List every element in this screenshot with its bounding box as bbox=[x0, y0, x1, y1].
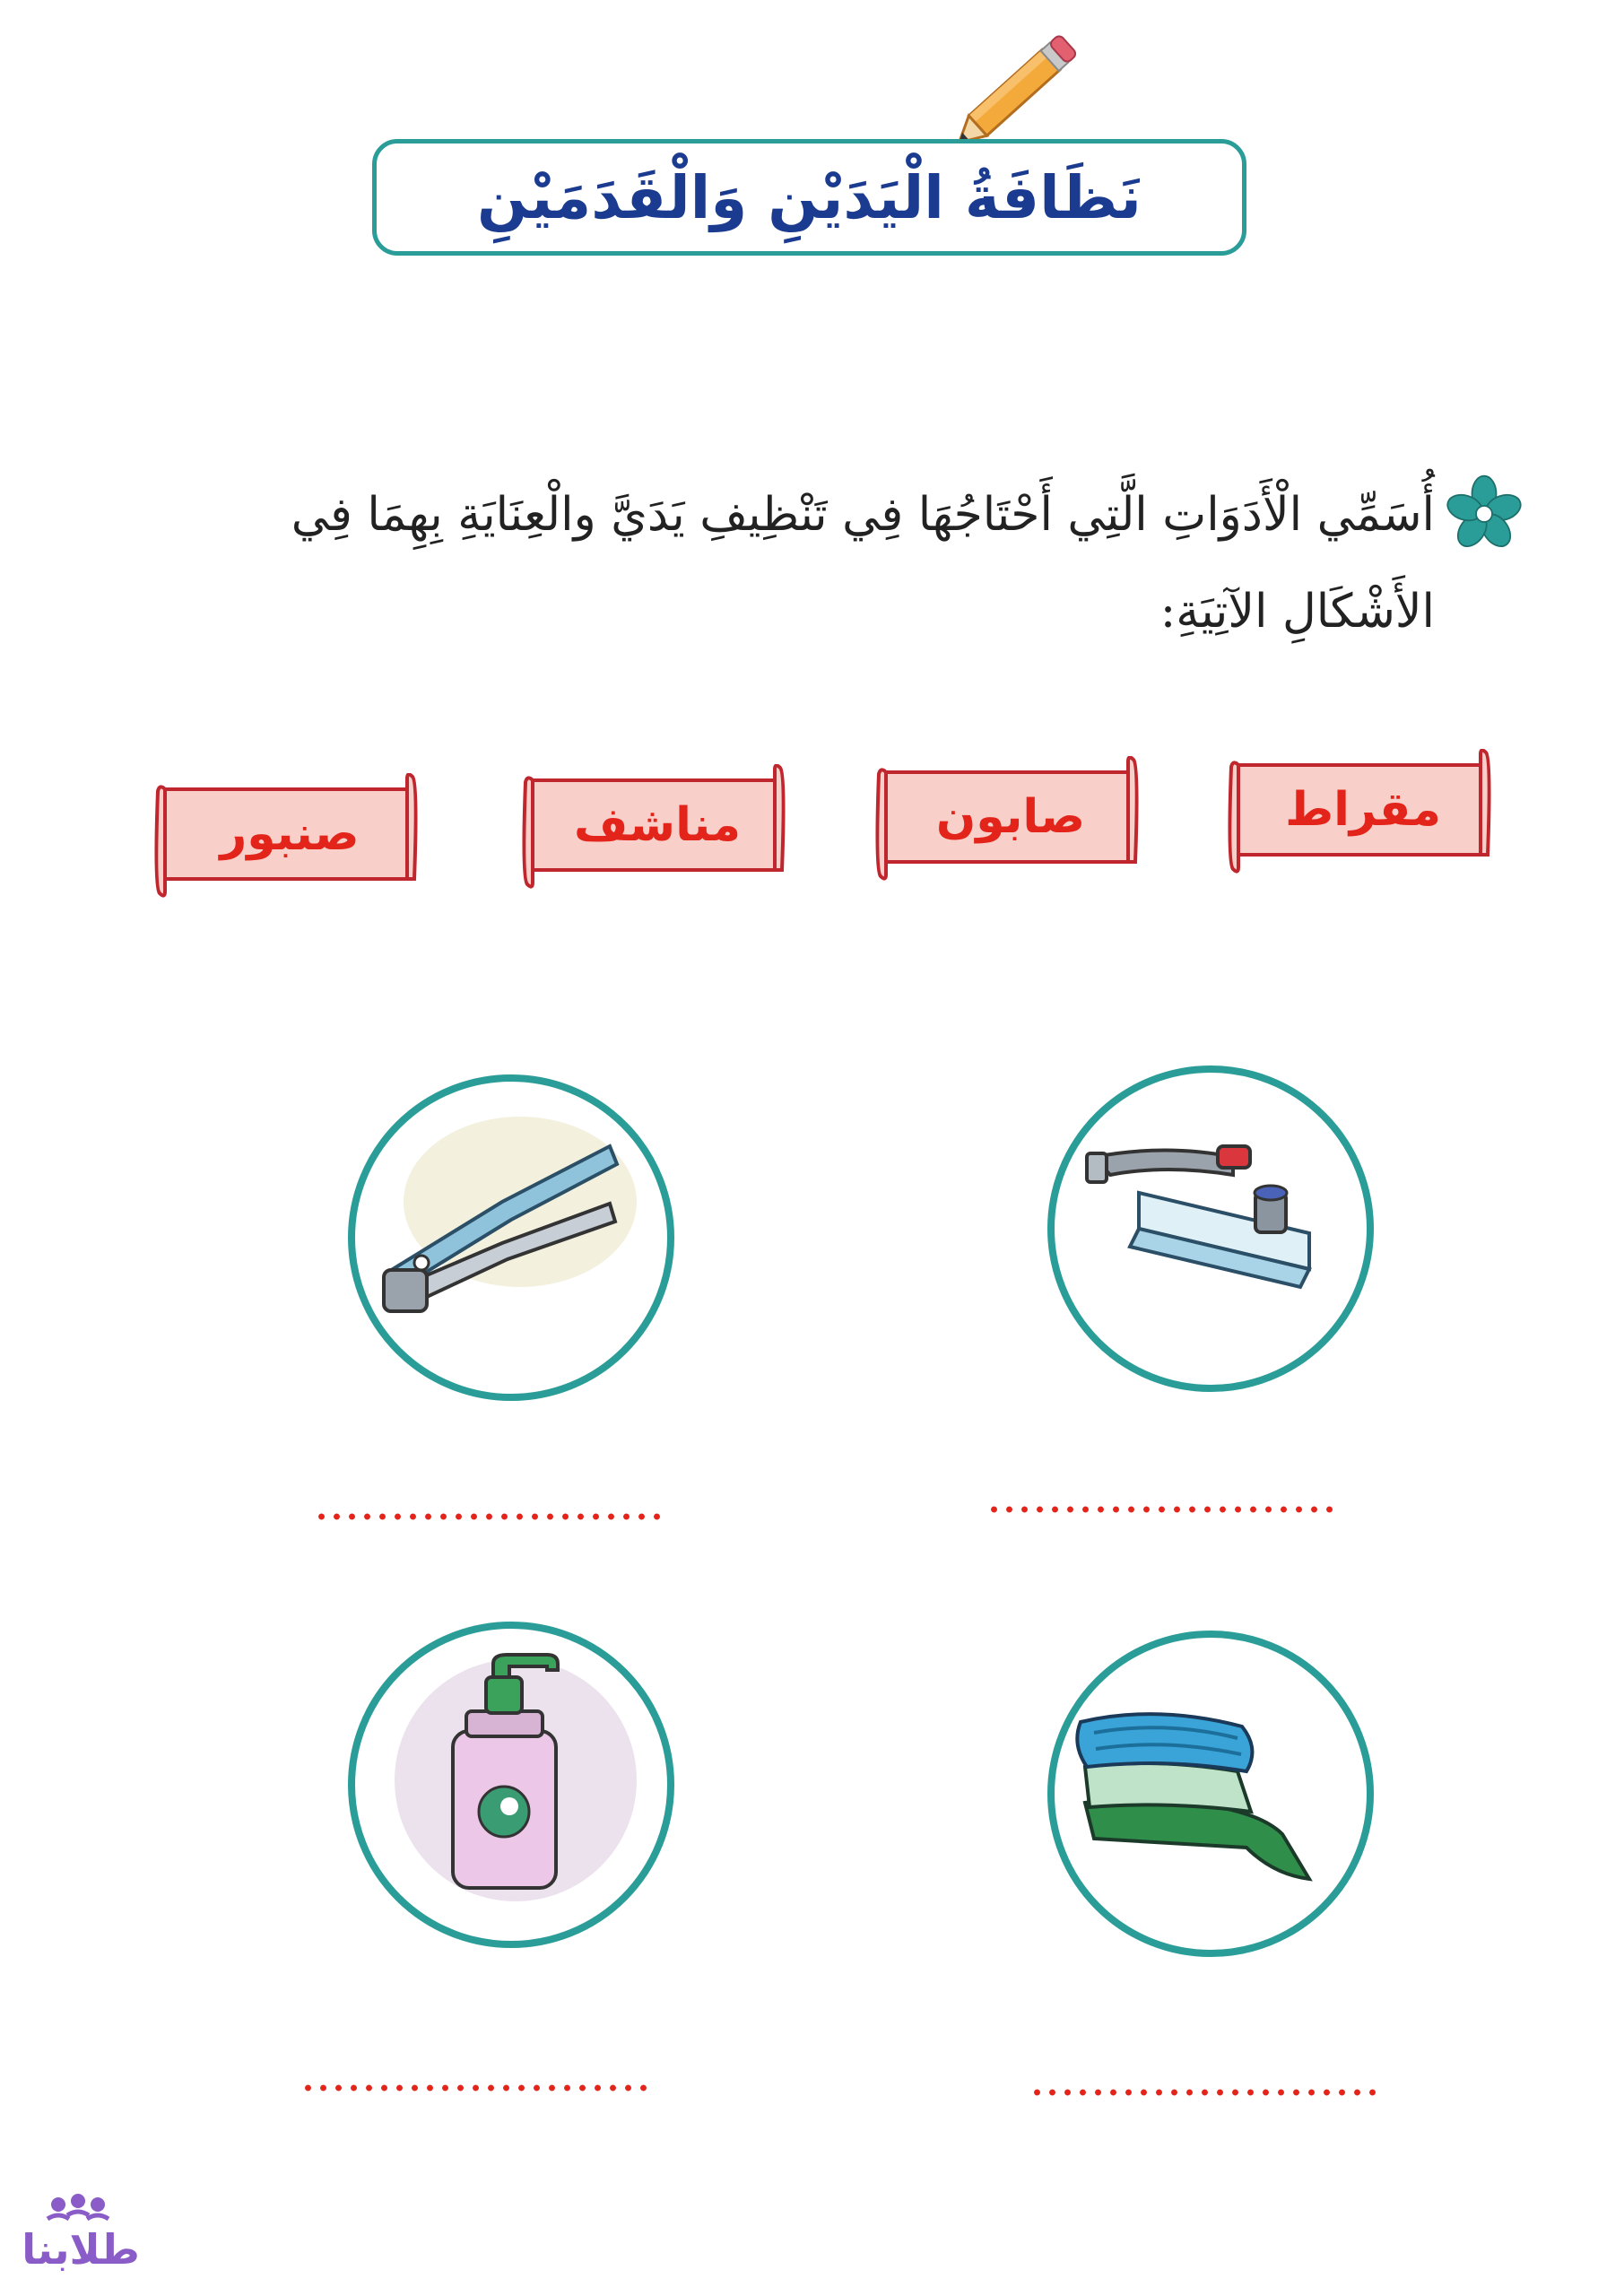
answer-line-towels[interactable] bbox=[1029, 2081, 1379, 2104]
title-box bbox=[372, 139, 1246, 256]
soap-bottle-picture bbox=[341, 1614, 682, 1955]
word-card-saboun[interactable] bbox=[872, 756, 1141, 882]
logo-text: طلابنا bbox=[22, 2225, 140, 2274]
word-label: صابون bbox=[935, 790, 1086, 844]
faucet-picture bbox=[1040, 1058, 1381, 1399]
word-label: مناشف bbox=[574, 798, 742, 852]
answer-line-soap-bottle[interactable] bbox=[300, 2076, 650, 2100]
nail-clipper-picture bbox=[341, 1067, 682, 1408]
word-label: صنبور bbox=[220, 807, 360, 861]
instruction-text: أُسَمِّي الْأَدَوَاتِ الَّتِي أَحْتَاجُهَا فِي تَنْظِيفِ يَدَيَّ والْعِنَايَةِ بِهِمَا فِي الأَشْكَالِ الآتِيَةِ: bbox=[291, 488, 1435, 639]
page-title: نَظَافَةُ الْيَدَيْنِ وَالْقَدَمَيْنِ bbox=[477, 162, 1142, 232]
answer-line-faucet[interactable] bbox=[986, 1498, 1336, 1521]
word-card-sanbour[interactable] bbox=[151, 773, 420, 899]
flower-icon bbox=[1444, 474, 1524, 554]
towels-picture bbox=[1040, 1623, 1381, 1964]
word-card-miqrat[interactable] bbox=[1224, 749, 1493, 874]
word-label: مقراط bbox=[1285, 783, 1441, 837]
site-logo bbox=[13, 2188, 148, 2278]
answer-line-nail-clipper[interactable] bbox=[314, 1505, 664, 1528]
pencil-icon bbox=[946, 27, 1090, 152]
word-card-manashef[interactable] bbox=[518, 764, 787, 890]
